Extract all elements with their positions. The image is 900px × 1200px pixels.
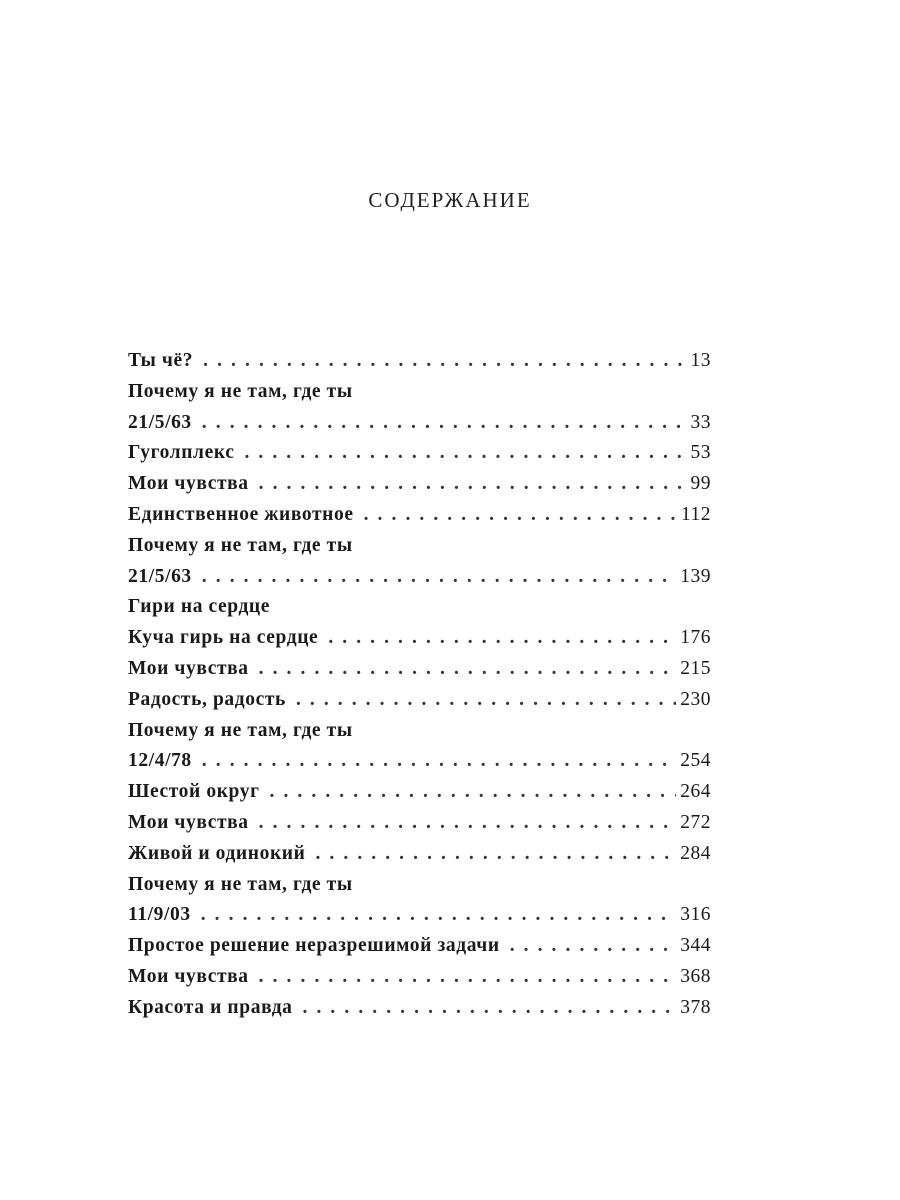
table-of-contents <box>128 346 711 1024</box>
toc-page-number: 284 <box>680 842 711 864</box>
toc-entry-line <box>128 654 711 685</box>
toc-page-number: 112 <box>680 503 711 525</box>
toc-entry-line <box>128 500 711 531</box>
dot-leader <box>303 993 677 1024</box>
toc-entry-title: Мои чувства <box>128 473 249 495</box>
toc-entry-line <box>128 746 711 777</box>
dot-leader <box>203 346 686 377</box>
toc-page-number: 272 <box>680 811 711 833</box>
toc-entry-title: Почему я не там, где ты <box>128 873 353 895</box>
toc-entry-line <box>128 469 711 500</box>
dot-leader <box>270 777 677 808</box>
toc-entry-line <box>128 408 711 439</box>
toc-entry-line <box>128 562 711 593</box>
dot-leader <box>259 469 687 500</box>
dot-leader <box>259 808 677 839</box>
toc-entry-title: Мои чувства <box>128 811 249 833</box>
toc-entry-line <box>128 839 711 870</box>
toc-page-number: 53 <box>690 442 711 464</box>
toc-entry-line <box>128 931 711 962</box>
dot-leader <box>315 839 676 870</box>
toc-page-number: 316 <box>680 904 711 926</box>
toc-entry-title: Шестой округ <box>128 781 260 803</box>
toc-entry <box>128 438 711 469</box>
toc-entry <box>128 685 711 716</box>
dot-leader <box>202 562 676 593</box>
toc-entry-title: Красота и правда <box>128 996 293 1018</box>
toc-entry <box>128 993 711 1024</box>
toc-page-number: 13 <box>690 350 711 371</box>
toc-entry-line <box>128 962 711 993</box>
toc-entry-title: Почему я не там, где ты <box>128 719 353 741</box>
toc-entry-title: 21/5/63 <box>128 565 192 587</box>
toc-entry-title: Гири на сердце <box>128 596 271 618</box>
dot-leader <box>328 623 676 654</box>
toc-entry <box>128 500 711 531</box>
toc-entry-title: Радость, радость <box>128 688 286 710</box>
toc-entry-title: Простое решение неразрешимой задачи <box>128 935 500 957</box>
dot-leader <box>244 438 686 469</box>
toc-entry-title: 21/5/63 <box>128 411 192 433</box>
toc-entry-line <box>128 346 711 377</box>
toc-entry-title: Почему я не там, где ты <box>128 534 353 556</box>
toc-entry-title: 12/4/78 <box>128 750 192 772</box>
toc-entry <box>128 346 711 377</box>
dot-leader <box>202 746 676 777</box>
toc-entry <box>128 962 711 993</box>
dot-leader <box>202 408 687 439</box>
toc-entry-line <box>128 777 711 808</box>
toc-entry <box>128 839 711 870</box>
toc-entry <box>128 377 711 439</box>
dot-leader <box>364 500 677 531</box>
toc-entry-title: Живой и одинокий <box>128 842 306 864</box>
toc-entry <box>128 469 711 500</box>
toc-entry-line <box>128 900 711 931</box>
toc-page-number: 230 <box>680 688 711 710</box>
toc-entry <box>128 931 711 962</box>
toc-entry <box>128 808 711 839</box>
toc-page-number: 344 <box>680 935 711 957</box>
toc-entry-line <box>128 623 711 654</box>
toc-page-number: 33 <box>690 411 711 433</box>
toc-entry-line <box>128 685 711 716</box>
toc-page-number: 264 <box>680 781 711 803</box>
toc-entry-title: Мои чувства <box>128 965 249 987</box>
toc-entry <box>128 531 711 593</box>
toc-page-number: 254 <box>680 750 711 772</box>
toc-entry-title: Ты чё? <box>128 350 194 371</box>
toc-entry-line <box>128 808 711 839</box>
toc-page-number: 99 <box>690 473 711 495</box>
toc-entry <box>128 654 711 685</box>
page-title: СОДЕРЖАНИЕ <box>368 188 532 212</box>
toc-page-number: 176 <box>680 627 711 649</box>
dot-leader <box>510 931 677 962</box>
toc-entry-line <box>128 870 711 901</box>
toc-entry-line <box>128 716 711 747</box>
dot-leader <box>259 962 677 993</box>
toc-entry-line <box>128 438 711 469</box>
toc-entry-line <box>128 592 711 623</box>
toc-entry-title: 11/9/03 <box>128 904 191 926</box>
dot-leader <box>259 654 677 685</box>
toc-entry <box>128 777 711 808</box>
dot-leader <box>201 900 677 931</box>
toc-entry-title: Куча гирь на сердце <box>128 627 319 649</box>
toc-entry-title: Гуголплекс <box>128 442 235 464</box>
toc-entry-title: Единственное животное <box>128 503 354 525</box>
dot-leader <box>296 685 676 716</box>
toc-entry-line <box>128 377 711 408</box>
toc-entry <box>128 716 711 778</box>
toc-page-number: 215 <box>680 657 711 679</box>
toc-entry <box>128 870 711 932</box>
toc-page-number: 368 <box>680 965 711 987</box>
toc-entry-line <box>128 993 711 1024</box>
toc-entry-line <box>128 531 711 562</box>
toc-entry-title: Почему я не там, где ты <box>128 380 353 402</box>
toc-entry-title: Мои чувства <box>128 657 249 679</box>
toc-page-number: 139 <box>680 565 711 587</box>
toc-entry <box>128 592 711 654</box>
toc-page-number: 378 <box>680 996 711 1018</box>
